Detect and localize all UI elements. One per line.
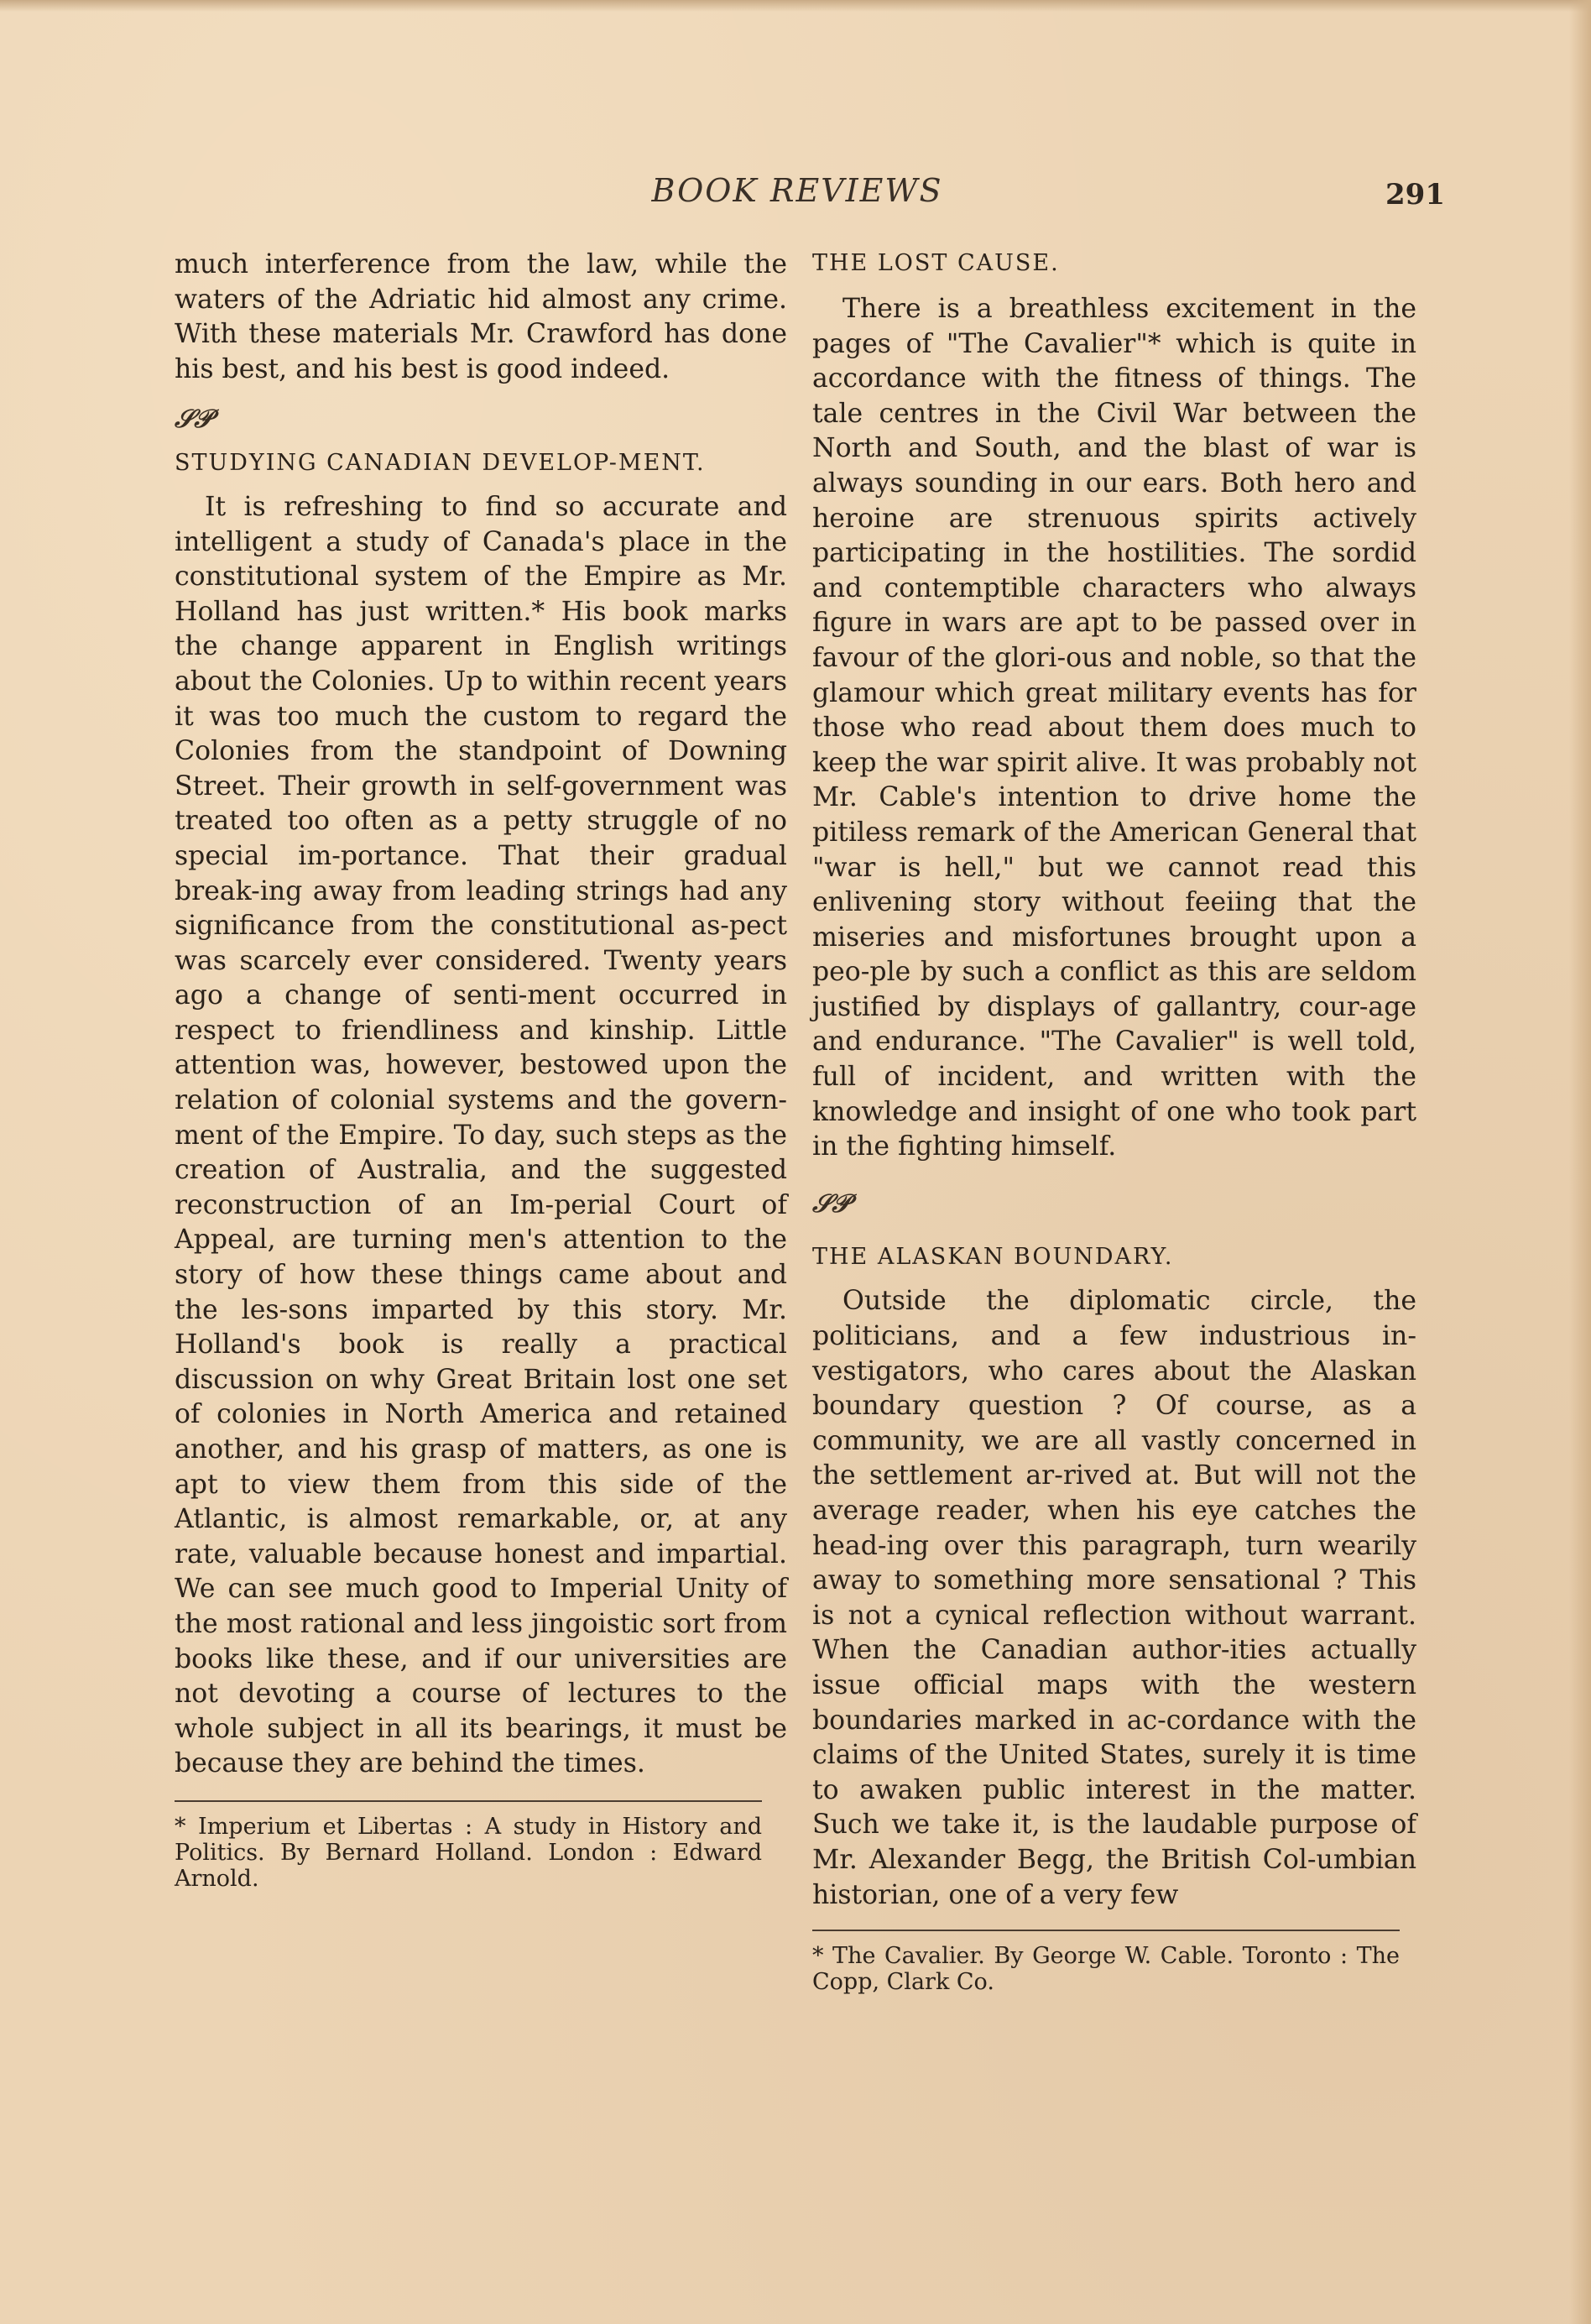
section-ornament: 𝒮𝒫 <box>175 405 212 435</box>
lost-cause-body: There is a breathless excitement in the pages of "The Cavalier"* which is quite in accordance with the fitness of things. The tale centres in the Civil War between the North and South, and the blast of war is always sounding in our ears. Both hero and heroine are strenuous spirits actively participating in the hostilities. The sordid and contemptible characters who always figure in wars are apt to be passed over in favour of the glori-ous and noble, so that the glamour which great military events has for those who read about them does much to keep the war spirit alive. It was probably not Mr. Cable's intention to drive home the pitiless remark of the American General that "war is hell," but we cannot read this enlivening story without feeiing that the miseries and misfortunes brought upon a peo-ple by such a conflict as this are seldom justified by displays of gallantry, cour-age and endurance. "The Cavalier" is well told, full of incident, and written with the knowledge and insight of one who took part in the fighting himself. <box>812 294 1416 1162</box>
footnote-rule <box>175 1800 762 1802</box>
canadian-development-body: It is refreshing to find so accurate and intelligent a study of Canada's place in the constitutional system of the Empire as Mr. Holland has just written.* His book marks the change apparent in English writings about the Colonies. Up to within recent years it was too much the custom to regard the Colonies from the standpoint of Downing Street. Their growth in self-government was treated too often as a petty struggle of no special im-portance. That their gradual break-ing away from leading strings had any significance from the constitutional as-pect was scarcely ever considered. Twenty years ago a change of senti-ment occurred in respect to friendliness and kinship. Little attention was, however, bestowed upon the relation of colonial systems and the govern-ment of the Empire. To day, such steps as the creation of Australia, and the suggested reconstruction of an Im-perial Court of Appeal, are turning men's attention to the story of how these things came about and the les-sons imparted by this story. Mr. Holland's book is really a practical discussion on why Great Britain lost one set of colonies in North America and retained another, and his grasp of matters, as one is apt to view them from this side of the Atlantic, is almost remarkable, or, at any rate, valuable because honest and impartial. We can see much good to Imperial Unity of the most rational and less jingoistic sort from books like these, and if our universities are not devoting a course of lectures to the whole subject in all its bearings, it must be because they are behind the times. <box>175 491 787 1779</box>
left-column <box>175 248 787 1892</box>
footnote-imperium: * Imperium et Libertas : A study in History and Politics. By Bernard Holland. London : Edward Arnold. <box>175 1813 762 1892</box>
page-top-edge <box>0 0 1591 12</box>
alaskan-boundary-body: Outside the diplomatic circle, the politicians, and a few industrious in-vestigators, who cares about the Alaskan boundary question ? Of course, as a community, we are all vastly concerned in the settlement ar-rived at. But will not the average reader, when his eye catches the head-ing over this paragraph, turn wearily away to something more sensational ? This is not a cynical reflection without warrant. When the Canadian author-ities actually issue official maps with the western boundaries marked in ac-cordance with the claims of the United States, surely it is time to awaken public interest in the matter. Such we take it, is the laudable purpose of Mr. Alexander Begg, the British Col-umbian historian, one of a very few <box>812 1286 1416 1910</box>
section-heading-canadian-development: STUDYING CANADIAN DEVELOP-MENT. <box>175 449 706 476</box>
running-header-title: BOOK REVIEWS <box>651 172 943 209</box>
footnote-cavalier: * The Cavalier. By George W. Cable. Toronto : The Copp, Clark Co. <box>812 1943 1400 1996</box>
page-number: 291 <box>1385 178 1445 212</box>
page-right-edge <box>1569 0 1591 2324</box>
continuation-paragraph: much interference from the law, while the waters of the Adriatic hid almost any crime. With these materials Mr. Crawford has done his best, and his best is good indeed. <box>175 249 787 384</box>
section-ornament: 𝒮𝒫 <box>812 1188 850 1219</box>
footnote-rule <box>812 1930 1400 1931</box>
right-column <box>812 248 1416 1995</box>
section-heading-alaskan-boundary: THE ALASKAN BOUNDARY. <box>812 1244 1174 1271</box>
section-heading-lost-cause: THE LOST CAUSE. <box>812 250 1060 276</box>
